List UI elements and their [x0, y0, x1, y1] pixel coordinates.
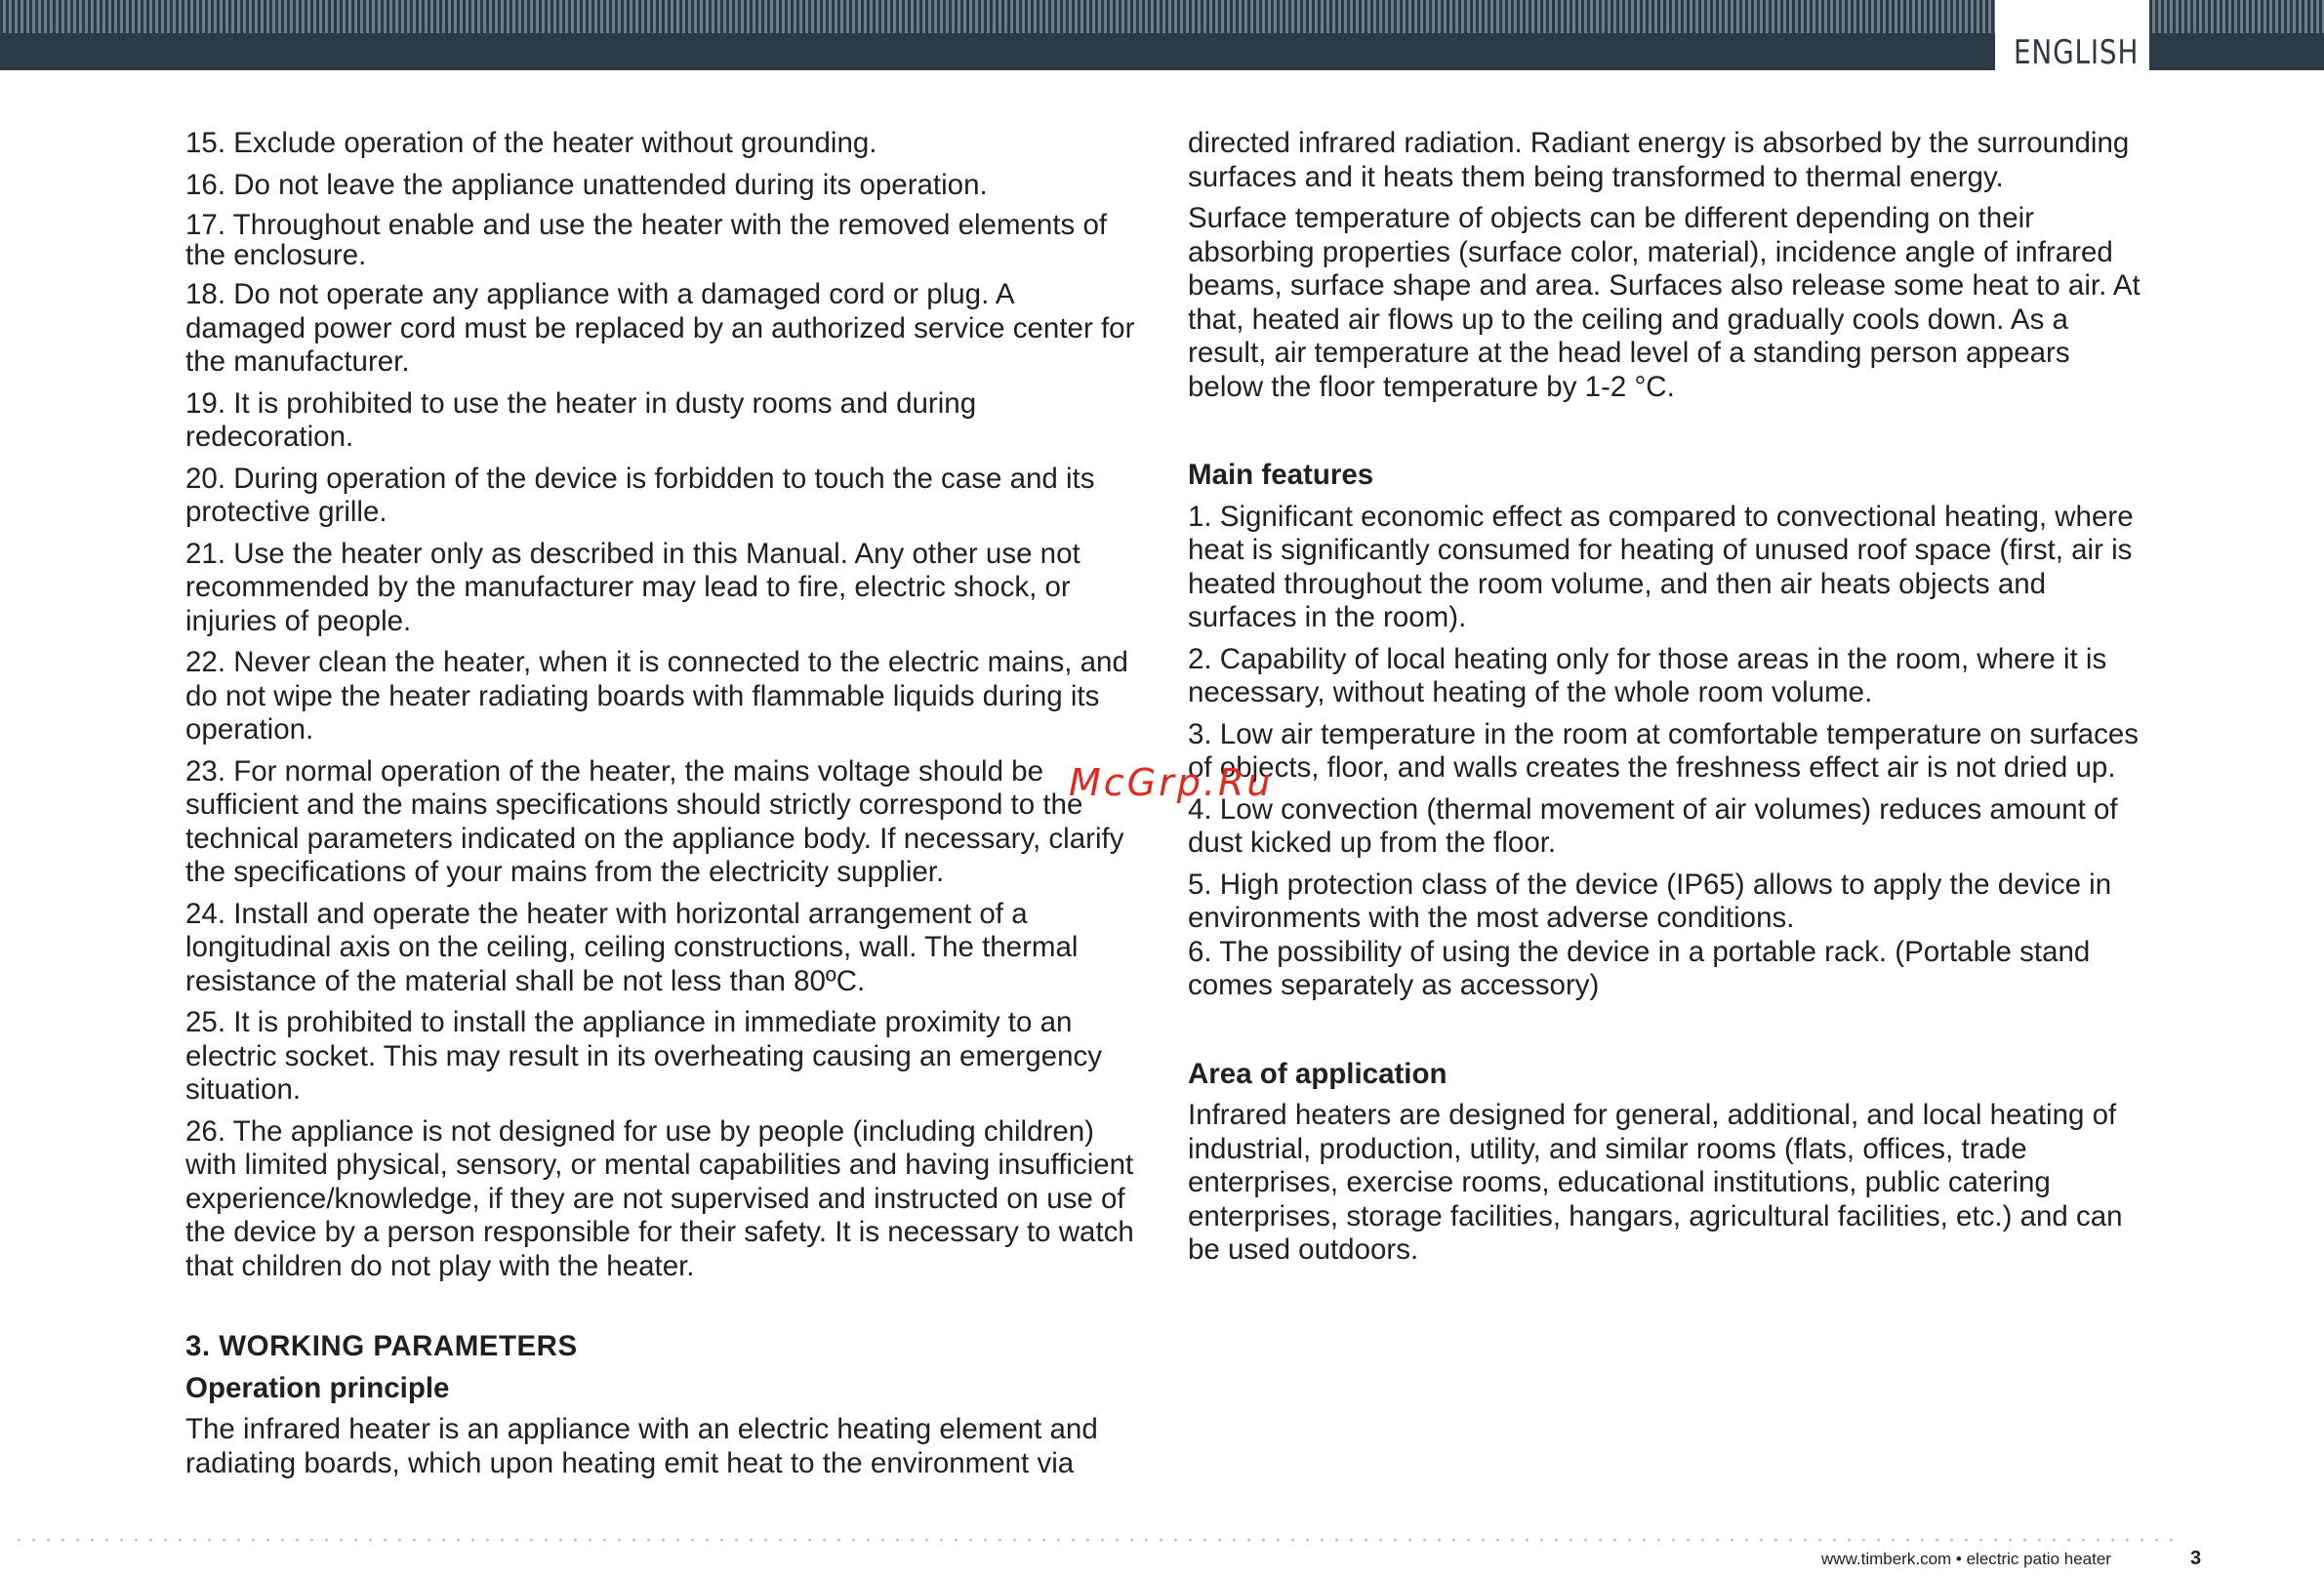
list-item: 23. For normal operation of the heater, the mains voltage should be sufficient and the mains specifications should strictly correspond to the technical parameters indicated on the appliance body. If necessary, clarify the specifications of your mains from the electricity supplier.	[185, 754, 1124, 888]
list-item: 19. It is prohibited to use the heater in dusty rooms and during redecoration.	[185, 386, 977, 453]
section-title: 3. WORKING PARAMETERS	[185, 1330, 578, 1362]
right-column	[1188, 127, 2147, 1275]
feature-item: 4. Low convection (thermal movement of air volumes) reduces amount of dust kicked up from the floor.	[1188, 792, 2118, 859]
header-bar-solid	[0, 33, 2324, 70]
list-item: 24. Install and operate the heater with horizontal arrangement of a longitudinal axis on the ceiling, ceiling constructions, wall. The thermal resistance of the material shall be not less than 80ºC.	[185, 897, 1079, 997]
language-label: ENGLISH	[2014, 33, 2140, 72]
feature-item: 1. Significant economic effect as compared to convectional heating, where heat is significantly consumed for heating of unused roof space (first, air is heated throughout the room volume, and then air heats objects and surfaces in the room).	[1188, 500, 2134, 633]
list-item: 25. It is prohibited to install the appliance in immediate proximity to an electric socket. This may result in its overheating causing an emergency situation.	[185, 1006, 1102, 1106]
list-item: 26. The appliance is not designed for use by people (including children) with limited physical, sensory, or mental capabilities and having insufficient experience/knowledge, if they are not supervised and instructed on use of the device by a person responsible for their safety. It is necessary to watch that children do not play with the heater.	[185, 1114, 1134, 1282]
application-title: Area of application	[1188, 1057, 1447, 1090]
operation-text: The infrared heater is an appliance with an electric heating element and radiating boards, which upon heating emit heat to the environment via	[185, 1413, 1098, 1479]
list-item: 18. Do not operate any appliance with a damaged cord or plug. A damaged power cord must be replaced by an authorized service center for the manufacturer.	[185, 278, 1135, 378]
page-number: 3	[2190, 1548, 2202, 1569]
features-title: Main features	[1188, 459, 1374, 491]
feature-item: 6. The possibility of using the device in a portable rack. (Portable stand comes separately as accessory)	[1188, 935, 2091, 1001]
list-item: 17. Throughout enable and use the heater with the removed elements of the enclosure.	[185, 209, 1108, 271]
list-item: 15. Exclude operation of the heater without grounding.	[185, 127, 877, 159]
list-item: 21. Use the heater only as described in this Manual. Any other use not recommended by the manufacturer may lead to fire, electric shock, or injuries of people.	[185, 537, 1080, 637]
watermark: McGrp.Ru	[1069, 761, 1274, 804]
feature-item: 2. Capability of local heating only for those areas in the room, where it is necessary, without heating of the whole room volume.	[1188, 642, 2107, 708]
intro-paragraph: directed infrared radiation. Radiant energy is absorbed by the surrounding surfaces and it heats them being transformed to thermal energy.	[1188, 127, 2130, 193]
left-column	[185, 127, 1137, 1488]
intro-paragraph: Surface temperature of objects can be different depending on their absorbing properties (surface color, material), incidence angle of infrared beams, surface shape and area. Surfaces also release some heat to air. At that, heated air flows up to the ceiling and gradually cools down. As a result, air temperature at the head level of a standing person appears below the floor temperature by 1-2 °C.	[1188, 202, 2141, 403]
footer-site: www.timberk.com • electric patio heater	[1821, 1550, 2111, 1568]
application-text: Infrared heaters are designed for general, additional, and local heating of industrial, production, utility, and similar rooms (flats, offices, trade enterprises, exercise rooms, educational institutions, public catering enterprises, storage facilities, hangars, agricultural facilities, etc.) and can be used outdoors.	[1188, 1099, 2123, 1266]
list-item: 22. Never clean the heater, when it is connected to the electric mains, and do not wipe the heater radiating boards with flammable liquids during its operation.	[185, 646, 1128, 746]
header-bar	[0, 0, 2324, 70]
list-item: 20. During operation of the device is forbidden to touch the case and its protective grille.	[185, 462, 1095, 528]
subsection-title: Operation principle	[185, 1371, 450, 1404]
feature-item: 5. High protection class of the device (IP65) allows to apply the device in environments with the most adverse conditions.	[1188, 868, 2112, 934]
footer-dotted-divider	[12, 1538, 2179, 1542]
feature-item: 3. Low air temperature in the room at comfortable temperature on surfaces of objects, floor, and walls creates the freshness effect air is not dried up.	[1188, 717, 2139, 784]
list-item: 16. Do not leave the appliance unattended during its operation.	[185, 168, 988, 201]
